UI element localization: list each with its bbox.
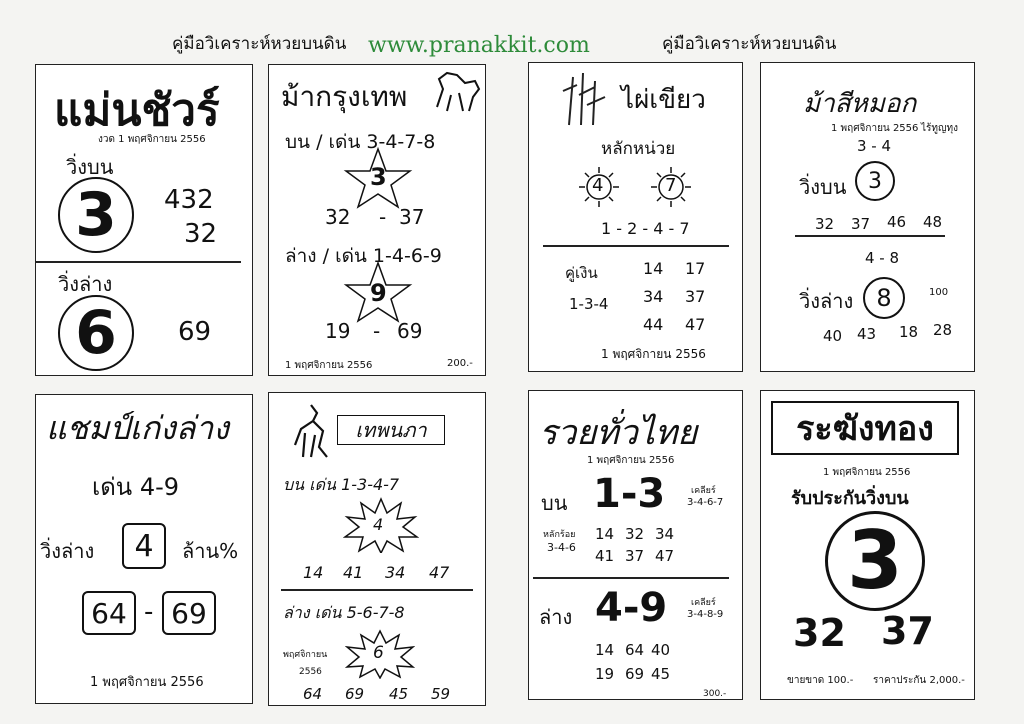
bottom-row2-b: 69: [625, 665, 645, 683]
card-brand: ไร้ทูญทุง: [921, 123, 958, 134]
bottom-row1-a: 14: [595, 641, 615, 659]
row1-a: 14: [643, 259, 664, 278]
card-subtitle: รับประกันวิ่งบน: [791, 488, 909, 509]
bottom-line: ล่าง เด่น 5-6-7-8: [283, 603, 405, 622]
bottom-num-4: 59: [431, 685, 451, 703]
bottom-line: ล่าง / เด่น 1-4-6-9: [285, 245, 442, 267]
card-rakhang-thong: [760, 390, 975, 700]
card-ruay-thua-thai: [528, 390, 743, 700]
top-num-1: 32: [815, 215, 835, 233]
top-dash: -: [379, 205, 387, 229]
top-num-4: 47: [429, 563, 450, 582]
bottom-digit-circle: [58, 295, 134, 371]
divider: [36, 261, 241, 263]
run-top-label: วิ่งบน: [66, 155, 114, 179]
row3-b: 47: [685, 315, 706, 334]
bottom-date: พฤศจิกายน: [283, 650, 328, 660]
bottom-row2-a: 19: [595, 665, 615, 683]
run-top-label: วิ่งบน: [799, 175, 847, 199]
bottom-num-2: 69: [345, 685, 365, 703]
top-burst-digit: 4: [373, 515, 384, 534]
pair-b: 69: [171, 596, 207, 630]
divider: [543, 245, 729, 247]
header-left-title: คู่มือวิเคราะห์หวยบนดิน: [172, 34, 347, 54]
bottom-clear-label: เคลียร์: [691, 598, 716, 608]
card-title: ม้าสีหมอก: [803, 89, 917, 119]
row1-b: 17: [685, 259, 706, 278]
divider: [533, 577, 729, 579]
top-row1-a: 14: [595, 525, 615, 543]
top-row2-c: 47: [655, 547, 675, 565]
top-num-4: 48: [923, 213, 943, 231]
top-pair-b: 37: [399, 205, 425, 229]
row2-a: 34: [643, 287, 664, 306]
bottom-digit-circle: [863, 277, 905, 319]
top-pair: 3 - 4: [857, 137, 892, 155]
top-line: บน เด่น 1-3-4-7: [283, 475, 400, 494]
bottom-clear: 3-4-8-9: [687, 609, 724, 620]
bottom-star-digit: 9: [370, 279, 387, 307]
top-num-1: 14: [303, 563, 324, 582]
bottom-label: ล่าง: [539, 605, 573, 629]
card-price: 300.-: [703, 689, 727, 699]
card-title: ม้ากรุงเทพ: [281, 80, 408, 113]
pair-a: 64: [91, 596, 127, 630]
card-title: ไผ่เขียว: [621, 85, 706, 115]
main-digit: 3: [847, 514, 903, 607]
top-pair-a: 32: [325, 205, 351, 229]
bottom-pair: 4 - 8: [865, 249, 900, 267]
top-number-2: 32: [184, 219, 218, 249]
guarantee-price: ราคาประกัน 2,000.-: [873, 675, 965, 686]
top-clear-label: เคลียร์: [691, 486, 716, 496]
bottom-main: 4-9: [595, 585, 668, 631]
digit-circle: [825, 511, 925, 611]
top-clear: 3-4-6-7: [687, 497, 724, 508]
bottom-num-2: 43: [857, 325, 877, 343]
card-ma-see-mok: [760, 62, 975, 372]
site-url[interactable]: www.pranakkit.com: [368, 33, 590, 58]
bottom-num-3: 18: [899, 323, 919, 341]
card-date: 1 พฤศจิกายน 2556: [823, 467, 911, 478]
top-num-3: 34: [385, 563, 406, 582]
wholesale-price: ขายขาด 100.-: [787, 675, 854, 686]
number-b: 37: [881, 609, 934, 653]
run-digit: 4: [134, 528, 154, 564]
top-digit: 3: [868, 168, 882, 194]
pair-b-box: [162, 591, 216, 635]
top-row2-b: 37: [625, 547, 645, 565]
top-label: บน: [541, 491, 568, 515]
sun-digit-1: 4: [592, 175, 604, 196]
dense-line: เด่น 4-9: [92, 473, 180, 501]
number-a: 32: [793, 611, 846, 655]
bottom-dash: -: [373, 319, 381, 343]
card-champ-keng-lang: [35, 394, 253, 704]
top-line: บน / เด่น 3-4-7-8: [285, 131, 436, 153]
card-date: 1 พฤศจิกายน 2556: [831, 123, 919, 134]
card-title: เทพนภา: [337, 415, 445, 445]
row3-a: 44: [643, 315, 664, 334]
run-bottom-label: วิ่งล่าง: [58, 272, 113, 296]
sun-digit-2: 7: [665, 175, 677, 196]
card-title: รวยทั่วไทย: [539, 413, 698, 453]
top-main: 1-3: [593, 471, 666, 517]
pair-a-box: [82, 591, 136, 635]
bottom-pair-b: 69: [397, 319, 423, 343]
card-date: งวด 1 พฤศจิกายน 2556: [98, 134, 206, 145]
bottom-pair-a: 19: [325, 319, 351, 343]
card-subtitle: หลักหน่วย: [601, 139, 676, 159]
card-date: 1 พฤศจิกายน 2556: [285, 360, 373, 371]
pair-label: คู่เงิน: [565, 264, 598, 282]
hundreds-label: หลักร้อย: [543, 530, 576, 540]
top-row1-c: 34: [655, 525, 675, 543]
top-number-1: 432: [164, 185, 214, 215]
top-num-2: 37: [851, 215, 871, 233]
card-phai-khiao: [528, 62, 743, 372]
digit-line: 1 - 2 - 4 - 7: [601, 219, 690, 238]
title-box: [771, 401, 959, 455]
top-digit: 3: [75, 180, 117, 250]
bamboo-icon: [559, 71, 613, 127]
card-date: 1 พฤศจิกายน 2556: [90, 675, 204, 690]
warrior-icon: [289, 401, 333, 459]
divider: [281, 589, 473, 591]
card-title: แชมป์เก่งล่าง: [46, 409, 229, 447]
bottom-num-1: 64: [303, 685, 323, 703]
percent-label: ล้าน%: [182, 539, 239, 563]
horse-icon: [429, 67, 483, 115]
bottom-row1-b: 64: [625, 641, 645, 659]
divider: [795, 235, 945, 237]
bottom-row1-c: 40: [651, 641, 671, 659]
card-date: 1 พฤศจิกายน 2556: [601, 347, 706, 361]
top-row1-b: 32: [625, 525, 645, 543]
card-maen-chua: [35, 64, 253, 376]
run-label: วิ่งล่าง: [40, 539, 95, 563]
header-right-title: คู่มือวิเคราะห์หวยบนดิน: [662, 34, 837, 54]
card-title: แม่นชัวร์: [54, 85, 220, 136]
card-thep-napha: [268, 392, 486, 706]
card-date: 1 พฤศจิกายน 2556: [587, 455, 675, 466]
top-digit-circle: [58, 177, 134, 253]
top-star-digit: 3: [370, 163, 387, 191]
pair-dash: -: [144, 597, 154, 627]
row2-b: 37: [685, 287, 706, 306]
card-ma-krungthep: [268, 64, 486, 376]
top-row2-a: 41: [595, 547, 615, 565]
bottom-hint: 100: [929, 287, 949, 298]
card-title: ระฆังทอง: [796, 409, 934, 449]
bottom-burst-digit: 6: [373, 643, 384, 663]
run-bottom-label: วิ่งล่าง: [799, 289, 854, 313]
run-digit-box: [122, 523, 166, 569]
bottom-row2-c: 45: [651, 665, 671, 683]
bottom-digit: 6: [75, 298, 117, 368]
bottom-number: 69: [178, 317, 212, 347]
hundreds: 3-4-6: [547, 541, 576, 554]
bottom-year: 2556: [299, 667, 322, 677]
bottom-num-4: 28: [933, 321, 953, 339]
bottom-num-3: 45: [389, 685, 409, 703]
pair-set: 1-3-4: [569, 295, 609, 313]
bottom-digit: 8: [876, 284, 892, 312]
top-digit-circle: [855, 161, 895, 201]
card-price: 200.-: [447, 358, 473, 369]
top-num-2: 41: [343, 563, 364, 582]
bottom-num-1: 40: [823, 327, 843, 345]
top-num-3: 46: [887, 213, 907, 231]
